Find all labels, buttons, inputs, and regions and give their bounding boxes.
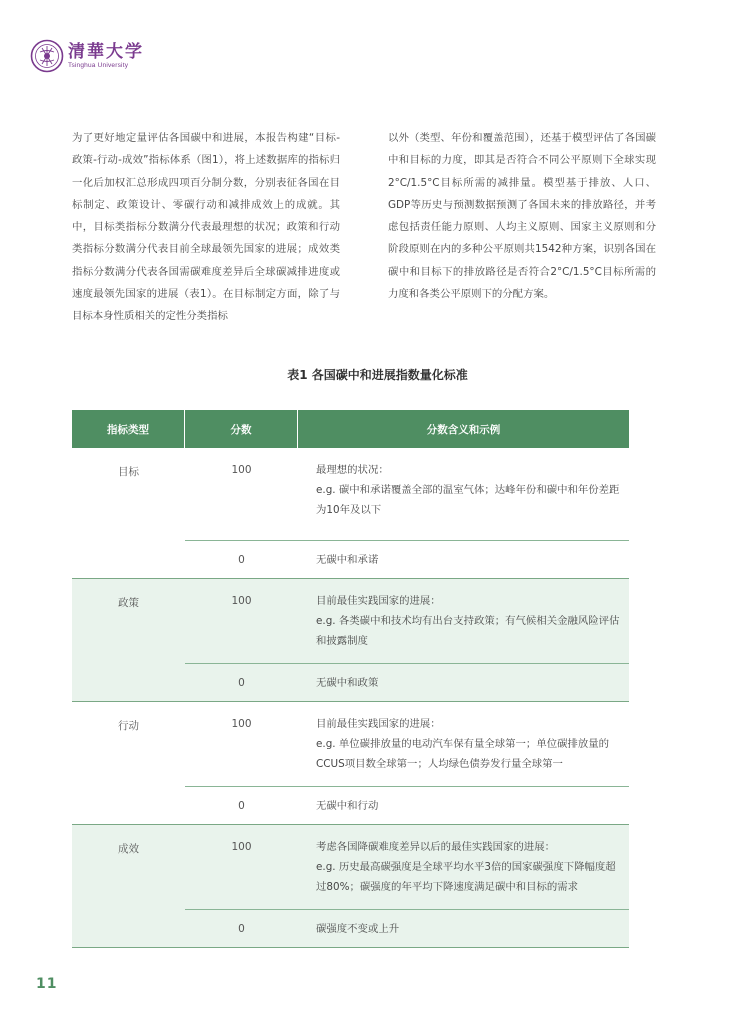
header-score: 分数: [185, 410, 298, 448]
table-group-target: [72, 448, 629, 579]
score-cell: 100: [231, 464, 252, 476]
table-row: [185, 825, 629, 909]
table-title: 表1 各国碳中和进展指数量化标准: [287, 368, 468, 382]
table-row: [185, 909, 629, 947]
group-type-label: 行动: [118, 720, 139, 732]
description-cell: 碳强度不变或上升: [316, 922, 400, 935]
score-cell: 0: [238, 553, 245, 566]
table-group-policy: [72, 579, 629, 702]
body-paragraph-right: 以外（类型、年份和覆盖范围），还基于模型评估了各国碳中和目标的力度，即其是否符合不同公平原则下全球实现2°C/1.5°C目标所需的减排量。模型基于排放、人口、GDP等历史与预测数据预测了各国未来的排放路径，并考虑包括责任能力原则、人均主义原则、国家主义原则和分阶段原则在内的多种公平原则共1542种方案，识别各国在碳中和目标下的排放路径是否符合2°C/1.5°C目标所需的力度和各类公平原则下的分配方案。: [388, 132, 656, 301]
description-cell: 考虑各国降碳难度差异以后的最佳实践国家的进展： e.g. 历史最高碳强度是全球平均水平3倍的国家碳强度下降幅度超过80%；碳强度的年平均下降速度满足碳中和目标的需求: [316, 841, 616, 893]
score-cell: 100: [231, 595, 252, 607]
header-indicator-type: 指标类型: [72, 410, 185, 448]
table-row: [185, 786, 629, 824]
score-cell: 100: [231, 718, 252, 730]
table-row: [185, 448, 629, 540]
table-group-outcome: [72, 825, 629, 948]
description-cell: 无碳中和政策: [316, 676, 379, 689]
description-cell: 目前最佳实践国家的进展： e.g. 单位碳排放量的电动汽车保有量全球第一；单位碳排放量的CCUS项目数全球第一；人均绿色债券发行量全球第一: [316, 718, 610, 770]
description-cell: 无碳中和承诺: [316, 553, 379, 566]
university-seal-icon: [30, 39, 64, 73]
table-row: [185, 663, 629, 701]
description-cell: 最理想的状况： e.g. 碳中和承诺覆盖全部的温室气体；达峰年份和碳中和年份差距为10年及以下: [316, 464, 620, 516]
group-type-label: 政策: [118, 597, 139, 609]
score-cell: 0: [238, 676, 245, 689]
header-meaning: 分数含义和示例: [426, 423, 501, 436]
table-row: [185, 702, 629, 786]
university-logo: [30, 36, 150, 76]
group-type-label: 成效: [118, 843, 139, 855]
description-cell: 目前最佳实践国家的进展： e.g. 各类碳中和技术均有出台支持政策；有气候相关金融风险评估和披露制度: [316, 595, 620, 647]
logo-english-name: Tsinghua University: [68, 62, 129, 69]
table-row: [185, 540, 629, 578]
table-header-row: [72, 410, 629, 448]
page-number: 11: [36, 976, 58, 992]
body-paragraph-left: 为了更好地定量评估各国碳中和进展，本报告构建“目标-政策-行动-成效”指标体系（图1），将上述数据库的指标归一化后加权汇总形成四项百分制分数，分别表征各国在目标制定、政策设计、零碳行动和减排成效上的成就。其中，目标类指标分数满分代表最理想的状况；政策和行动类指标分数满分代表目前全球最领先国家的进展；成效类指标分数满分代表各国需碳难度差异后全球碳减排进度或速度最领先国家的进展（表1）。在目标制定方面，除了与目标本身性质相关的定性分类指标: [72, 132, 340, 323]
score-cell: 100: [231, 841, 252, 853]
table-row: [185, 579, 629, 663]
group-type-label: 目标: [118, 466, 139, 478]
score-cell: 0: [238, 799, 245, 812]
score-cell: 0: [238, 922, 245, 935]
description-cell: 无碳中和行动: [316, 799, 379, 812]
logo-chinese-name: 清華大学: [68, 42, 144, 62]
quantification-table: [72, 410, 629, 948]
table-group-action: [72, 702, 629, 825]
